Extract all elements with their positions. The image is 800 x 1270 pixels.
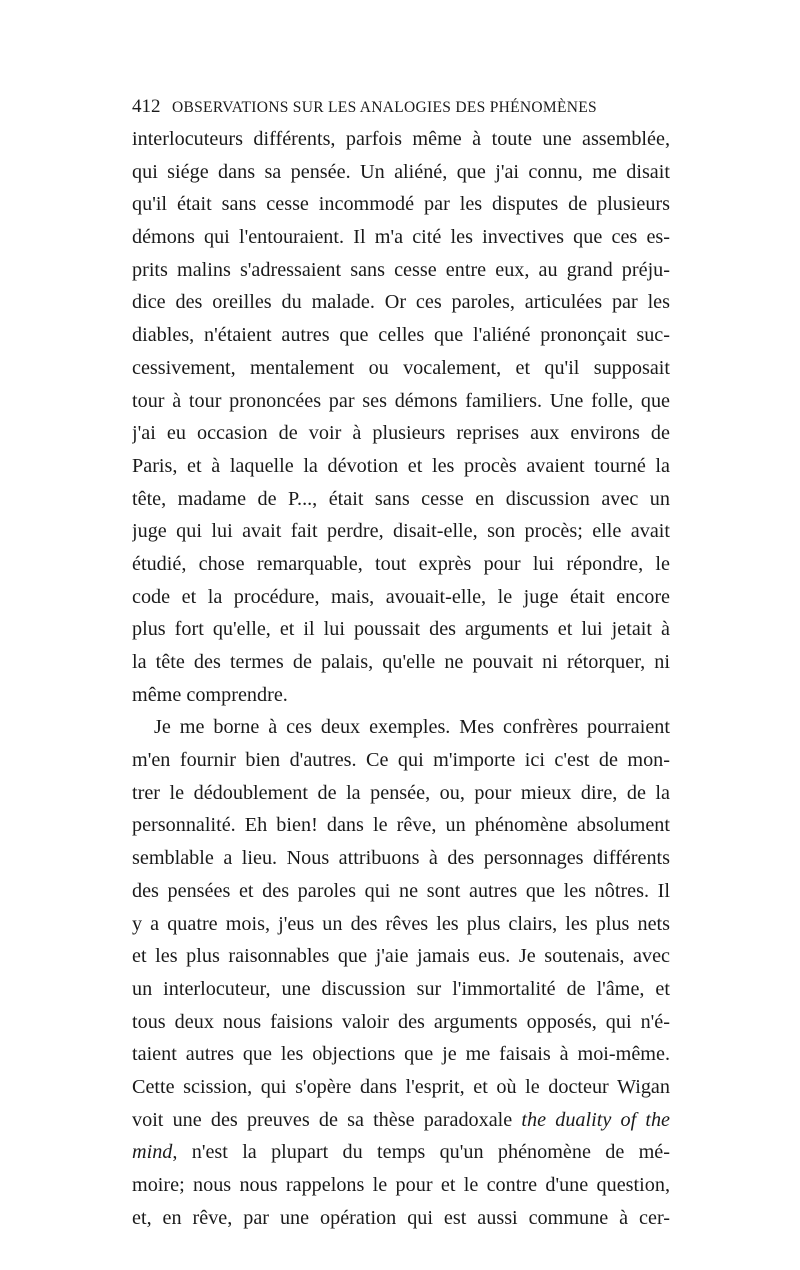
text-line: interlocuteurs différents, parfois même à toute une assemblée, <box>132 128 670 150</box>
body-text <box>132 123 670 1234</box>
text-line: personnalité. Eh bien! dans le rêve, un phénomène absolument <box>132 814 670 837</box>
text-line: m'en fournir bien d'autres. Ce qui m'importe ici c'est de mon- <box>132 749 670 772</box>
text-line: taient autres que les objections que je me faisais à moi-même. <box>132 1043 670 1066</box>
paragraph-start-line: Je me borne à ces deux exemples. Mes confrères pourraient <box>154 716 670 739</box>
text-line: juge qui lui avait fait perdre, disait-elle, son procès; elle avait <box>132 520 670 543</box>
text-line: la tête des termes de palais, qu'elle ne pouvait ni rétorquer, ni <box>132 651 670 673</box>
text-line: j'ai eu occasion de voir à plusieurs reprises aux environs de <box>132 422 670 445</box>
text-line: et les plus raisonnables que j'aie jamais eus. Je soutenais, avec <box>132 945 670 968</box>
text-line: démons qui l'entouraient. Il m'a cité les invectives que ces es- <box>132 226 670 249</box>
text-segment: voit une des preuves de sa thèse paradoxale <box>132 1108 522 1131</box>
text-line: trer le dédoublement de la pensée, ou, pour mieux dire, de la <box>132 781 670 804</box>
text-line-mixed <box>132 1104 670 1137</box>
text-line: qu'il était sans cesse incommodé par les disputes de plusieurs <box>132 193 670 216</box>
paragraph-end-line: même comprendre. <box>132 683 288 706</box>
text-line: cessivement, mentalement ou vocalement, et qu'il supposait <box>132 356 670 379</box>
text-line: dice des oreilles du malade. Or ces paroles, articulées par les <box>132 291 670 314</box>
page-header <box>132 92 670 122</box>
text-line: Paris, et à laquelle la dévotion et les procès avaient tourné la <box>132 454 670 477</box>
text-line: Cette scission, qui s'opère dans l'esprit, et où le docteur Wigan <box>132 1075 670 1098</box>
text-line: prits malins s'adressaient sans cesse entre eux, au grand préju- <box>132 258 670 281</box>
page-number: 412 <box>132 96 161 117</box>
text-line: étudié, chose remarquable, tout exprès pour lui répondre, le <box>132 552 670 575</box>
text-line: tête, madame de P..., était sans cesse en discussion avec un <box>132 487 670 510</box>
text-line: semblable a lieu. Nous attribuons à des personnages différents <box>132 847 670 870</box>
text-line-mixed <box>132 1136 670 1169</box>
text-line: tous deux nous faisions valoir des arguments opposés, qui n'é- <box>132 1010 670 1033</box>
text-line: diables, n'étaient autres que celles que l'aliéné prononçait suc- <box>132 324 670 347</box>
text-segment: , n'est la plupart du temps qu'un phénomène de mé- <box>172 1141 670 1164</box>
book-page <box>132 92 670 1234</box>
italic-phrase: mind <box>132 1141 173 1164</box>
text-line: un interlocuteur, une discussion sur l'immortalité de l'âme, et <box>132 977 670 1000</box>
text-line: y a quatre mois, j'eus un des rêves les plus clairs, les plus nets <box>132 912 670 935</box>
italic-phrase: the duality of the <box>521 1108 670 1131</box>
text-line: tour à tour prononcées par ses démons familiers. Une folle, que <box>132 389 670 412</box>
text-line: code et la procédure, mais, avouait-elle, le juge était encore <box>132 585 670 608</box>
running-head: OBSERVATIONS SUR LES ANALOGIES DES PHÉNOMÈNES <box>172 99 597 116</box>
text-line: qui siége dans sa pensée. Un aliéné, que j'ai connu, me disait <box>132 160 670 183</box>
text-line: moire; nous nous rappelons le pour et le contre d'une question, <box>132 1174 670 1196</box>
text-line: et, en rêve, par une opération qui est aussi commune à cer- <box>132 1206 670 1229</box>
text-line: plus fort qu'elle, et il lui poussait des arguments et lui jetait à <box>132 618 670 641</box>
text-line: des pensées et des paroles qui ne sont autres que les nôtres. Il <box>132 879 670 902</box>
